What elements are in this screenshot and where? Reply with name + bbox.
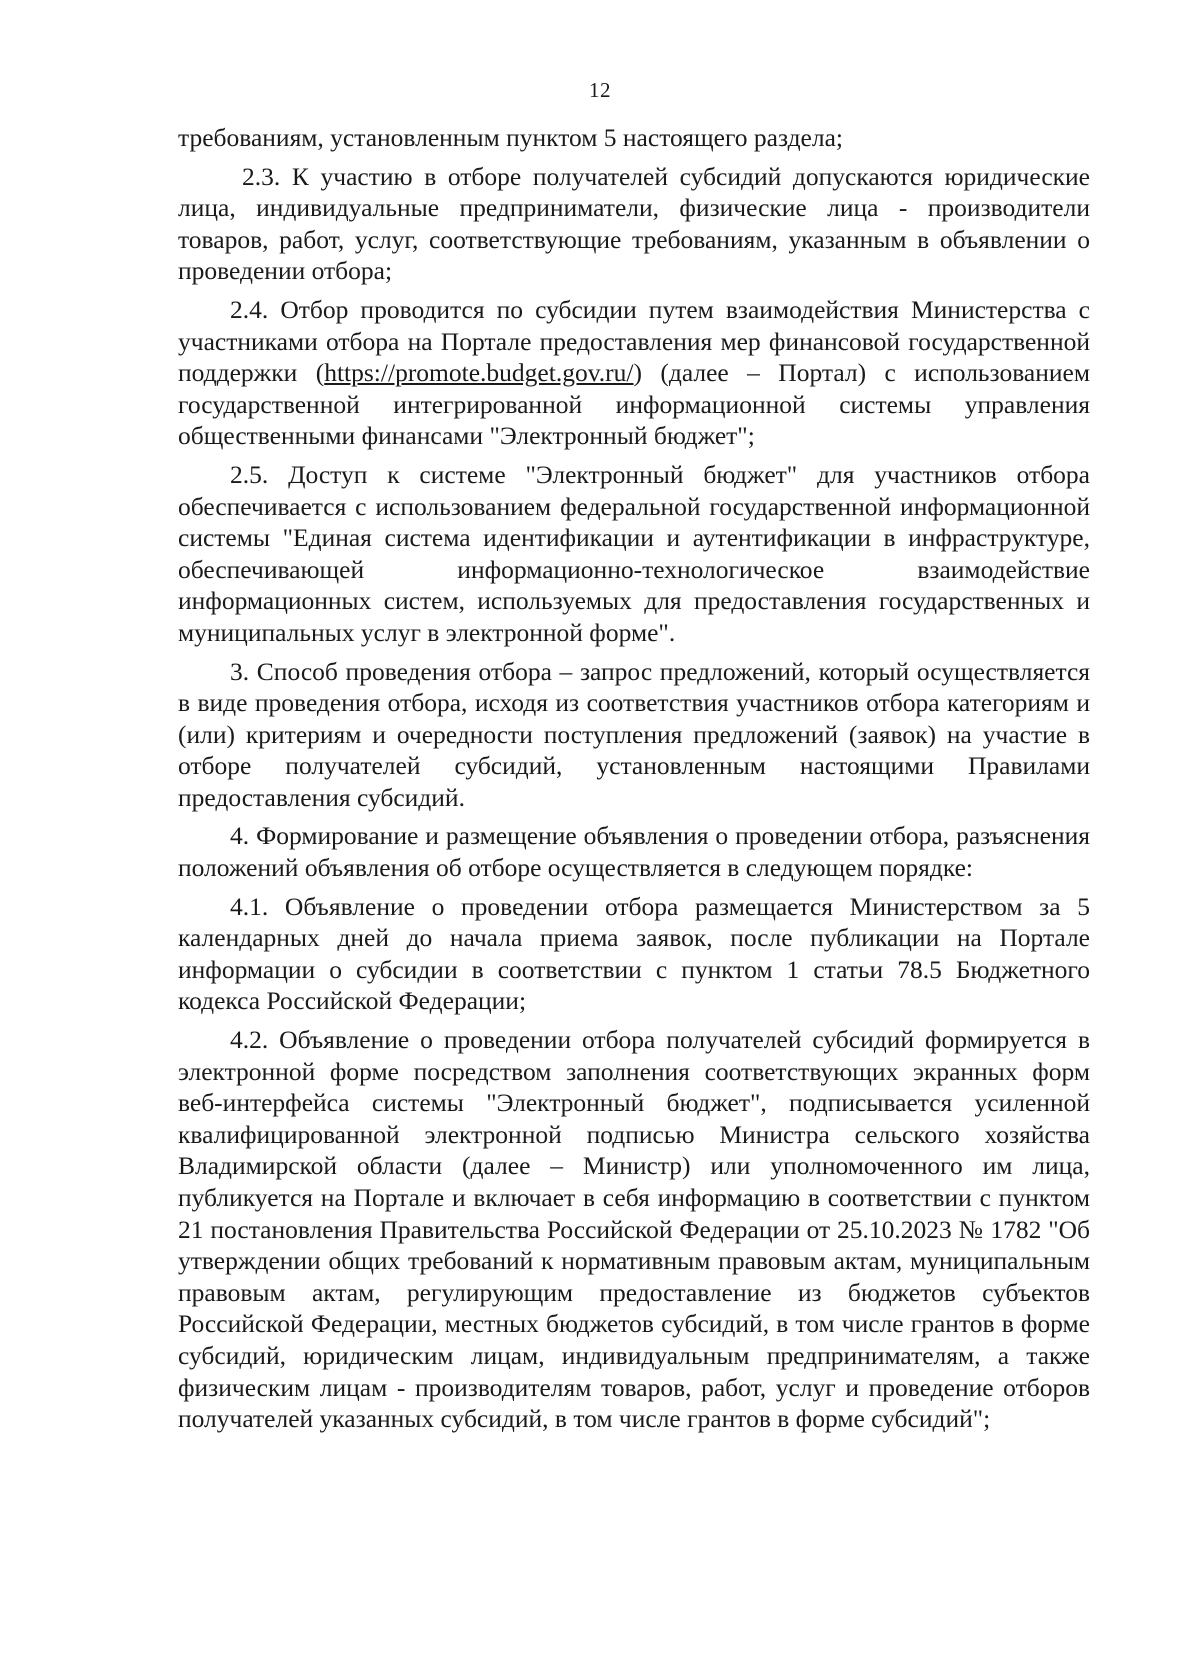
paragraph-4: 4. Формирование и размещение объявления о проведении отбора, разъяснения положений объявления об отборе осуществляется в следующем порядке: [178, 821, 1090, 883]
portal-link[interactable]: https://promote.budget.gov.ru/ [324, 358, 634, 388]
paragraph-continuation: требованиям, установленным пунктом 5 настоящего раздела; [178, 123, 843, 152]
paragraph-2-5: 2.5. Доступ к системе "Электронный бюджет" для участников отбора обеспечивается с использованием федеральной государственной информационной системы "Единая система идентификации и аутентификации в инфраструктуре, обеспечивающей информационно-технологическое взаимодействие информационных систем, используемых для предоставления государственных и муниципальных услуг в электронной форме". [178, 459, 1090, 647]
paragraph-2-4-text-end: ) (далее – Портал) с использованием государственной интегрированной информационной системы управления общественными финансами "Электронный бюджет"; [178, 358, 1090, 451]
paragraph-4-1: 4.1. Объявление о проведении отбора размещается Министерством за 5 календарных дней до начала приема заявок, после публикации на Портале информации о субсидии в соответствии с пунктом 1 статьи 78.5 Бюджетного кодекса Российской Федерации; [178, 891, 1090, 1016]
paragraph-4-2: 4.2. Объявление о проведении отбора получателей субсидий формируется в электронной форме посредством заполнения соответствующих экранных форм веб-интерфейса системы "Электронный бюджет", подписывается усиленной квалифицированной электронной подписью Министра сельского хозяйства Владимирской области (далее – Министр) или уполномоченного им лица, публикуется на Портале и включает в себя информацию в соответствии с пунктом 21 постановления Правительства Российской Федерации от 25.10.2023 № 1782 "Об утверждении общих требований к нормативным правовым актам, муниципальным правовым актам, регулирующим предоставление из бюджетов субъектов Российской Федерации, местных бюджетов субсидий, в том числе грантов в форме субсидий, юридическим лицам, индивидуальным предпринимателям, а также физическим лицам - производителям товаров, работ, услуг и проведение отборов получателей указанных субсидий, в том числе грантов в форме субсидий"; [178, 1025, 1090, 1434]
paragraph-2-4 [178, 294, 1090, 452]
page-number: 12 [589, 78, 611, 102]
document-body [178, 122, 1090, 1442]
paragraph-3: 3. Способ проведения отбора – запрос предложений, который осуществляется в виде проведения отбора, исходя из соответствия участников отбора категориям и (или) критериям и очередности поступления предложений (заявок) на участие в отборе получателей субсидий, установленным настоящими Правилами предоставления субсидий. [178, 656, 1090, 812]
paragraph-2-3: 2.3. К участию в отборе получателей субсидий допускаются юридические лица, индивидуальные предприниматели, физические лица - производители товаров, работ, услуг, соответствующие требованиям, указанным в объявлении о проведении отбора; [178, 161, 1090, 286]
paragraph-2-4-text-start: 2.4. Отбор проводится по субсидии путем взаимодействия Министерства с участниками отбора на Портале предоставления мер финансовой государственной поддержки ( [178, 294, 1090, 388]
